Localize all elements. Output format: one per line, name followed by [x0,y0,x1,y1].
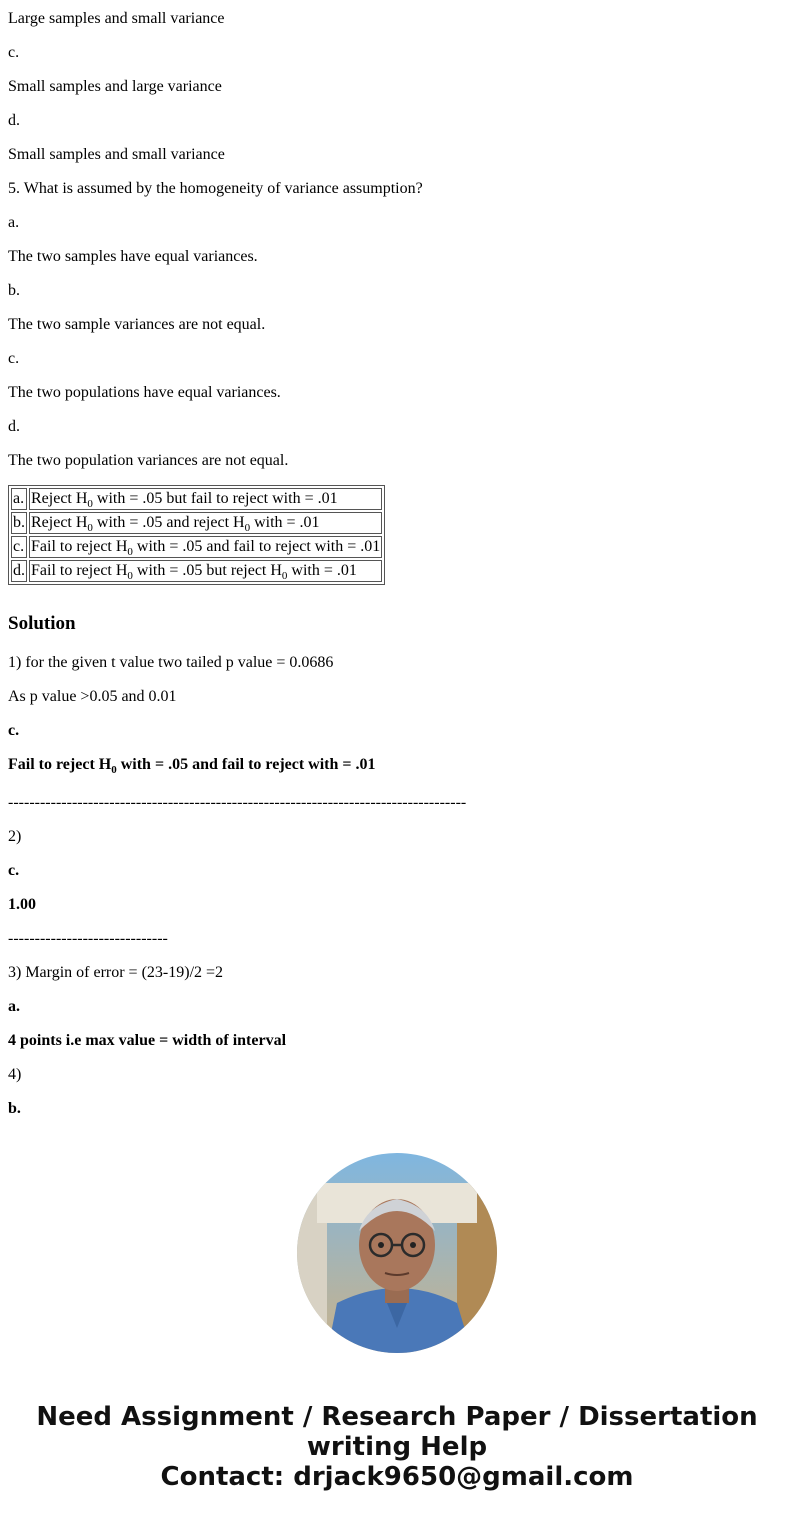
answer-letter: c. [8,862,20,879]
answer-letter: b. [8,1100,21,1117]
option-letter: c. [8,350,20,367]
answer-letter: c. [8,722,20,739]
option-letter: d. [8,418,20,435]
answer-text: 1.00 [8,896,36,913]
options-table [8,485,385,585]
solution-line: 1) for the given t value two tailed p value = 0.0686 [8,654,334,671]
option-text-cell: Fail to reject $H_0$ with = .05 but reject $H_0$ with = .01 [29,560,382,582]
answer-text: 4 points i.e max value = width of interval [8,1032,287,1049]
option-letter: c. [8,44,20,61]
option-letter: d. [8,112,20,129]
question-5: 5. What is assumed by the homogeneity of variance assumption? [8,180,423,197]
option-text: The two samples have equal variances. [8,248,258,265]
footer-line: writing Help [306,1432,488,1462]
divider-line: ------------------------------ [8,930,168,947]
option-text: Small samples and small variance [8,146,225,163]
solution-line: 3) Margin of error = (23-19)/2 =2 [8,964,224,981]
option-letter-cell: d. [11,560,27,582]
divider-line: -------------------------------------------------------------------------------------- [8,794,467,811]
footer-contact: Contact: drjack9650@gmail.com [160,1462,634,1492]
option-letter-cell: a. [11,488,27,510]
portrait-image [297,1153,497,1353]
option-text: Large samples and small variance [8,10,225,27]
answer-letter: a. [8,998,20,1015]
option-letter-cell: c. [11,536,27,558]
table-row [11,560,382,582]
table-row [11,488,382,510]
table-row [11,512,382,534]
option-letter: b. [8,282,20,299]
solution-heading: Solution [8,613,76,634]
avatar [297,1153,497,1353]
answer-text: Fail to reject $H_0$ with = .05 and fail to reject with = .01 [8,756,376,776]
footer-banner [0,1402,794,1492]
option-text: The two sample variances are not equal. [8,316,266,333]
option-text-cell: Reject $H_0$ with = .05 and reject $H_0$ with = .01 [29,512,382,534]
table-row [11,536,382,558]
option-text: The two population variances are not equal. [8,452,289,469]
solution-line: 4) [8,1066,22,1083]
solution-line: 2) [8,828,22,845]
option-text-cell: Fail to reject $H_0$ with = .05 and fail to reject with = .01 [31,538,381,558]
option-letter: a. [8,214,20,231]
option-letter-cell: b. [11,512,27,534]
footer-line: Need Assignment / Research Paper / Dissertation [36,1402,758,1432]
solution-line: As p value >0.05 and 0.01 [8,688,177,705]
option-text-cell: Reject $H_0$ with = .05 but fail to reject with = .01 [29,488,382,510]
option-text: Small samples and large variance [8,78,222,95]
option-text: The two populations have equal variances. [8,384,281,401]
